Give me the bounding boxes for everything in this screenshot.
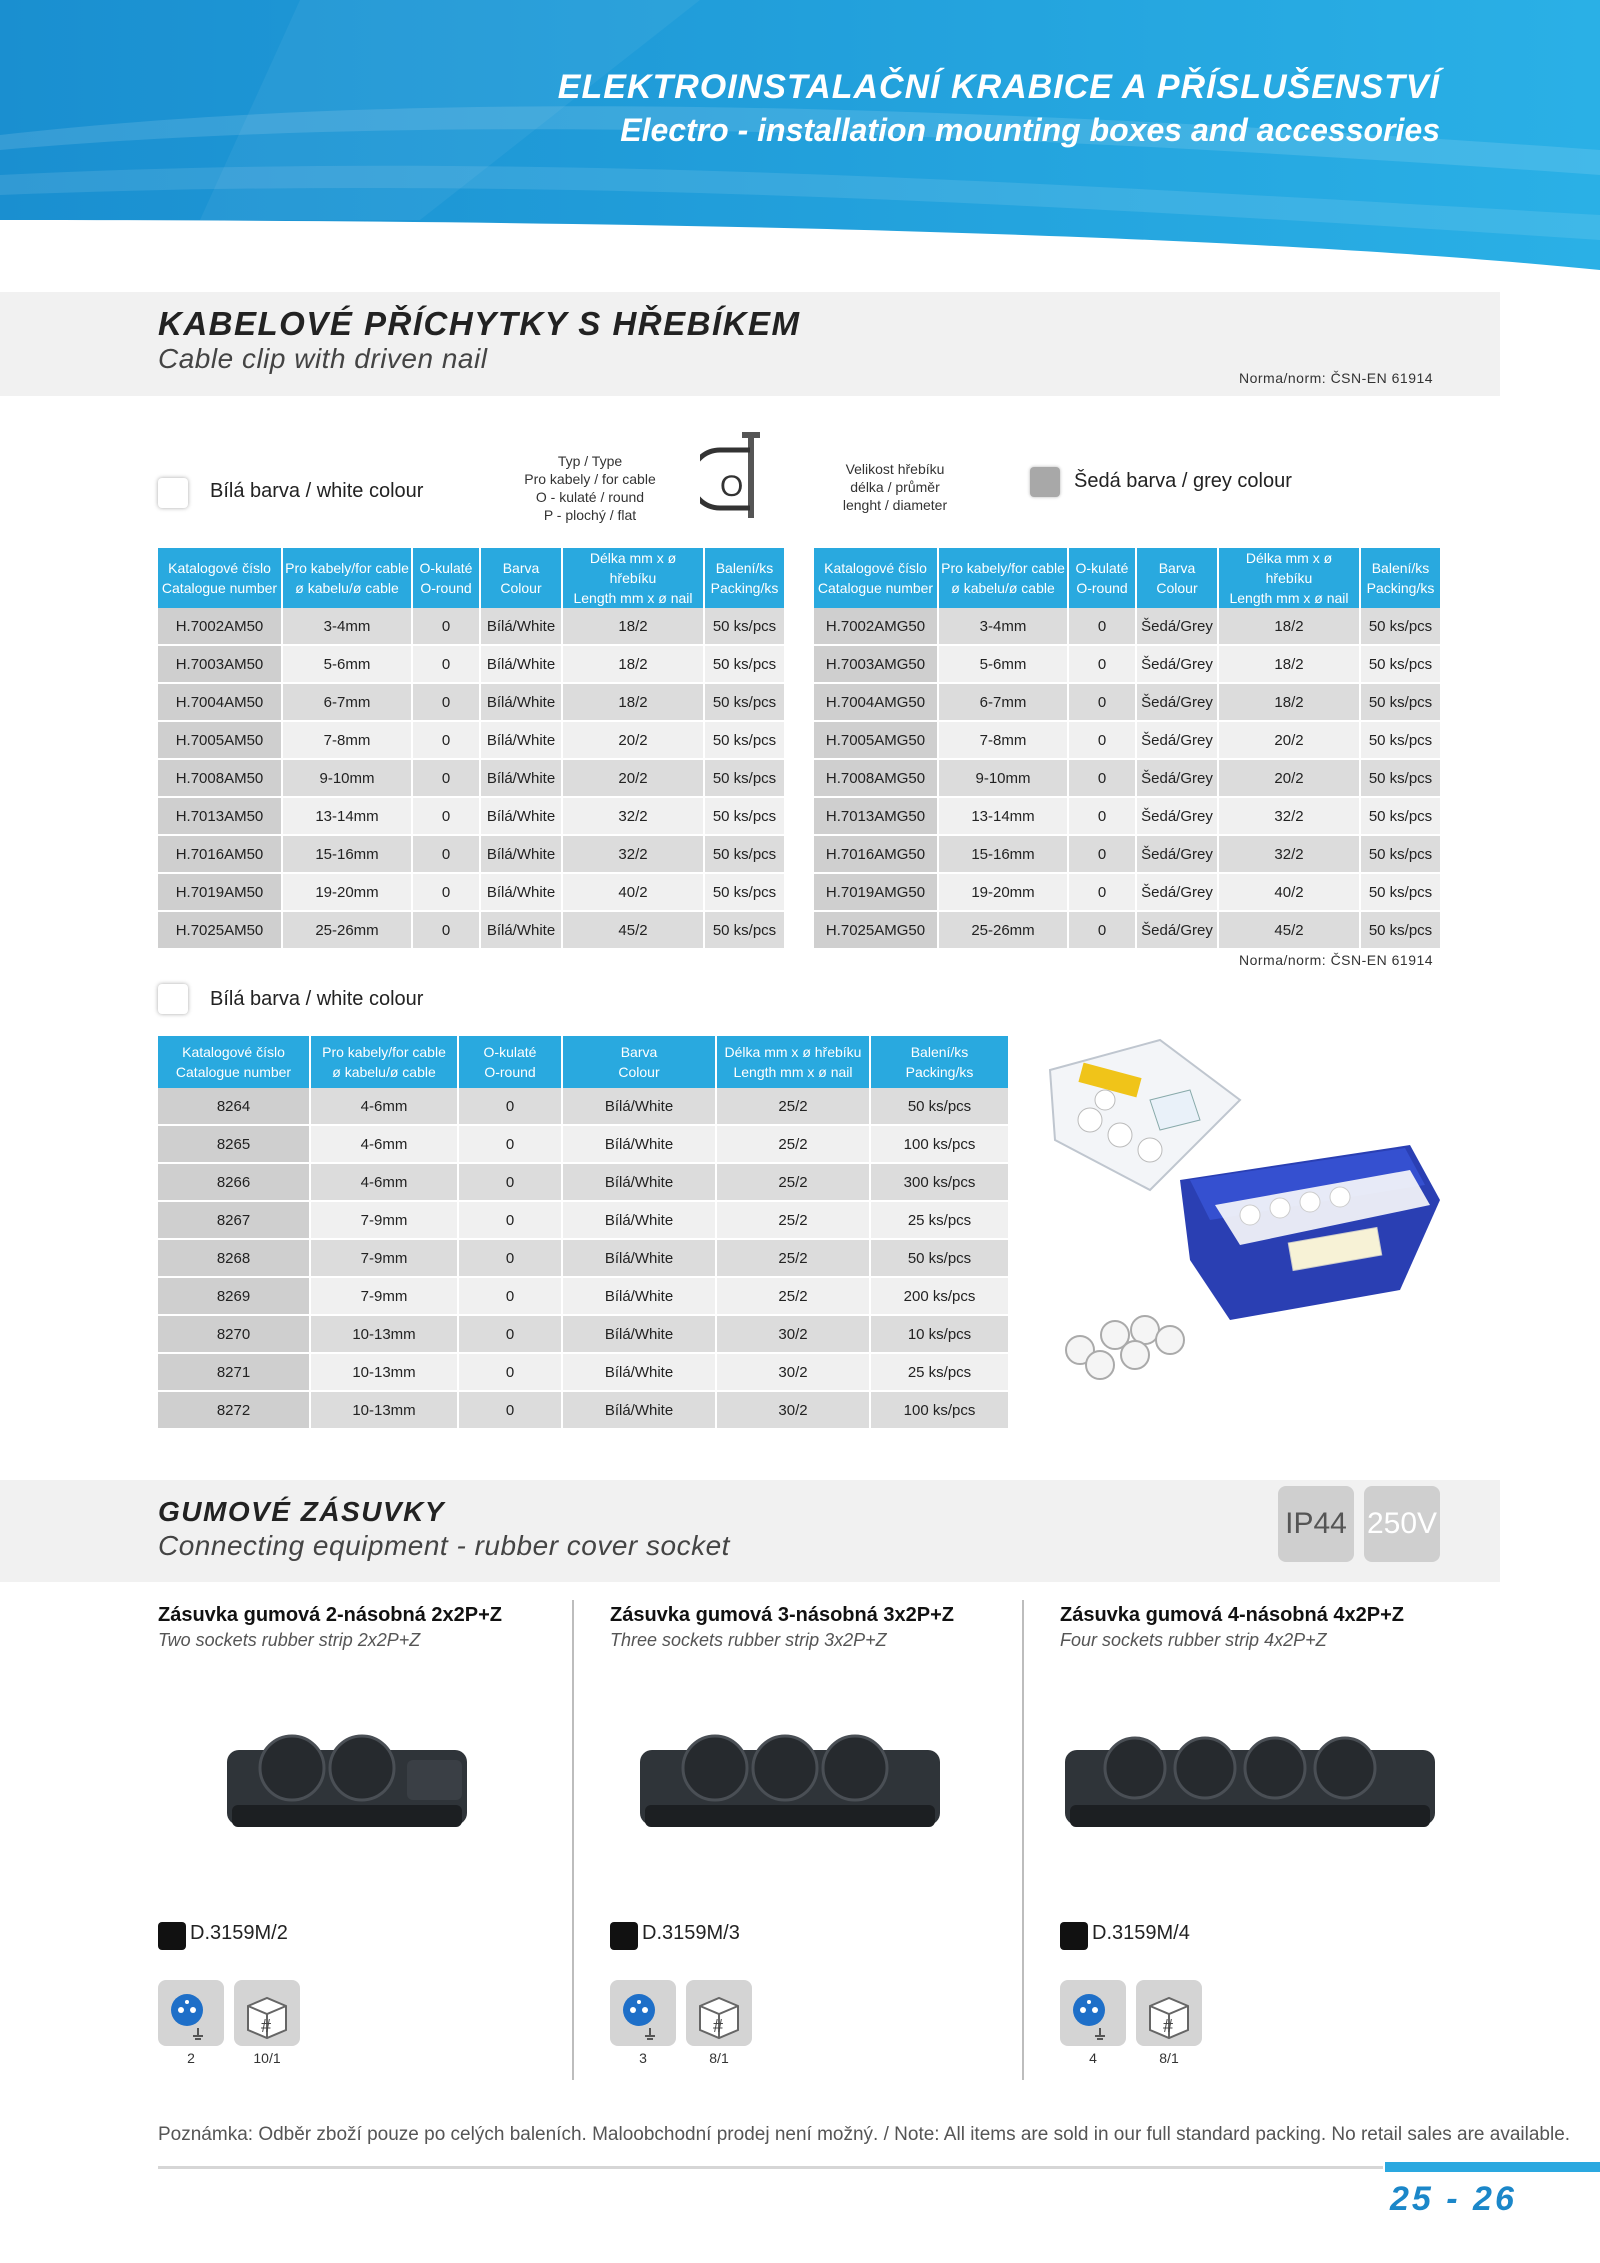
type-legend-line: Typ / Type (557, 453, 623, 469)
table-cell: 18/2 (562, 608, 704, 645)
table-cell: 0 (458, 1391, 562, 1429)
nail-legend-line: délka / průměr (850, 479, 940, 495)
table-cell: H.7002AMG50 (814, 608, 938, 645)
table-cell: Šedá/Grey (1136, 835, 1218, 873)
table-cell: 0 (412, 911, 480, 949)
table-cell: H.7025AM50 (158, 911, 282, 949)
table-cell: H.7008AMG50 (814, 759, 938, 797)
footer-divider (158, 2166, 1383, 2169)
cable-clip-package-photo (1040, 1030, 1450, 1400)
table-cell: 0 (412, 608, 480, 645)
header-title-cz: ELEKTROINSTALAČNÍ KRABICE A PŘÍSLUŠENSTVÍ (557, 68, 1440, 106)
table-row (158, 911, 784, 949)
table-cell: 0 (458, 1163, 562, 1201)
table-cell: Šedá/Grey (1136, 797, 1218, 835)
table-cell: 32/2 (1218, 797, 1360, 835)
type-legend-line: O - kulaté / round (535, 489, 645, 505)
socket-count-value: 4 (1089, 2050, 1097, 2066)
table-cell: Bílá/White (480, 797, 562, 835)
table-cell: 100 ks/pcs (870, 1391, 1008, 1429)
table-row (158, 1277, 1008, 1315)
table-cell: Šedá/Grey (1136, 759, 1218, 797)
table-cell: H.7013AM50 (158, 797, 282, 835)
table-cell: H.7016AM50 (158, 835, 282, 873)
table-cell: 30/2 (716, 1391, 870, 1429)
table-cell: 50 ks/pcs (1360, 721, 1440, 759)
table-cell: 50 ks/pcs (704, 645, 784, 683)
table-cell: Bílá/White (562, 1201, 716, 1239)
type-legend (500, 452, 680, 524)
black-colour-swatch (610, 1922, 638, 1950)
table-cell: 0 (1068, 608, 1136, 645)
table-cell: H.7002AM50 (158, 608, 282, 645)
table-cell: H.7019AM50 (158, 873, 282, 911)
white-colour-label: Bílá barva / white colour (210, 480, 424, 502)
product-code: D.3159M/2 (190, 1922, 288, 1944)
th-catalogue: Katalogové číslo Catalogue number (814, 548, 938, 608)
nail-legend-line: Velikost hřebíku (845, 461, 945, 477)
svg-text:#: # (713, 2016, 724, 2036)
table-cell: 0 (458, 1353, 562, 1391)
table-header-row (158, 1036, 1008, 1088)
table-cell: 25 ks/pcs (870, 1201, 1008, 1239)
table-cell: 13-14mm (938, 797, 1068, 835)
th-packing: Balení/ks Packing/ks (1360, 548, 1440, 608)
table-row (158, 1315, 1008, 1353)
section2-title: GUMOVÉ ZÁSUVKY (158, 1496, 446, 1527)
table-cell: Bílá/White (480, 759, 562, 797)
table-cell: H.7016AMG50 (814, 835, 938, 873)
table-header-row (814, 548, 1440, 608)
table-row (158, 721, 784, 759)
table-row (158, 797, 784, 835)
table-cell: 100 ks/pcs (870, 1125, 1008, 1163)
table-cell: 50 ks/pcs (1360, 645, 1440, 683)
table-cell: 50 ks/pcs (704, 683, 784, 721)
black-colour-swatch (158, 1922, 186, 1950)
table-cell: 32/2 (562, 797, 704, 835)
table-cell: 6-7mm (282, 683, 412, 721)
table-cell: 5-6mm (938, 645, 1068, 683)
table-row (814, 835, 1440, 873)
table-cell: 0 (1068, 797, 1136, 835)
table-cell: 18/2 (1218, 608, 1360, 645)
section1-title: KABELOVÉ PŘÍCHYTKY S HŘEBÍKEM (158, 305, 801, 342)
table-row (158, 1201, 1008, 1239)
table-cell: 25/2 (716, 1125, 870, 1163)
column-divider (1022, 1600, 1024, 2080)
table-row (814, 721, 1440, 759)
table-cell: 13-14mm (282, 797, 412, 835)
table-row (814, 645, 1440, 683)
socket-count-value: 2 (187, 2050, 195, 2066)
table-cell: Bílá/White (562, 1391, 716, 1429)
table-cell: 7-9mm (310, 1239, 458, 1277)
table-cell: 8267 (158, 1201, 310, 1239)
table-cell: 7-8mm (282, 721, 412, 759)
table-cell: Bílá/White (480, 873, 562, 911)
table-cell: Bílá/White (562, 1088, 716, 1125)
table-row (158, 645, 784, 683)
nail-legend (820, 460, 970, 514)
packing-box-icon (686, 1980, 752, 2046)
table-row (158, 873, 784, 911)
table-cell: 50 ks/pcs (1360, 683, 1440, 721)
table-cell: 0 (1068, 835, 1136, 873)
table-cell: 25/2 (716, 1239, 870, 1277)
th-length: Délka mm x ø hřebíku Length mm x ø nail (1218, 548, 1360, 608)
grey-colour-label: Šedá barva / grey colour (1074, 470, 1292, 492)
table-cell: 8268 (158, 1239, 310, 1277)
th-catalogue: Katalogové číslo Catalogue number (158, 548, 282, 608)
table-cell: 18/2 (562, 645, 704, 683)
grey-colour-swatch (1030, 467, 1060, 497)
table-row (814, 759, 1440, 797)
th-cable: Pro kabely/for cable ø kabelu/ø cable (938, 548, 1068, 608)
table-cell: 20/2 (1218, 721, 1360, 759)
section1-subtitle: Cable clip with driven nail (158, 343, 488, 374)
table-cell: Bílá/White (562, 1125, 716, 1163)
table-row (158, 608, 784, 645)
packing-value: 8/1 (709, 2050, 729, 2066)
table-row (158, 1391, 1008, 1429)
table-cell: Bílá/White (480, 911, 562, 949)
table-row (814, 873, 1440, 911)
table-cell: 30/2 (716, 1315, 870, 1353)
table-cell: Bílá/White (562, 1353, 716, 1391)
table-cell: Šedá/Grey (1136, 873, 1218, 911)
th-cable: Pro kabely/for cable ø kabelu/ø cable (310, 1036, 458, 1088)
table-cell: 50 ks/pcs (1360, 835, 1440, 873)
table-cell: 40/2 (1218, 873, 1360, 911)
socket-count-icon (158, 1980, 224, 2046)
table-row (814, 683, 1440, 721)
table-cell: 45/2 (1218, 911, 1360, 949)
table-cell: 10-13mm (310, 1353, 458, 1391)
table-cell: 0 (458, 1277, 562, 1315)
table-header-row (158, 548, 784, 608)
table-cell: 25-26mm (938, 911, 1068, 949)
table-cell: 10 ks/pcs (870, 1315, 1008, 1353)
table-cell: H.7004AMG50 (814, 683, 938, 721)
th-length: Délka mm x ø hřebíku Length mm x ø nail (562, 548, 704, 608)
table-cell: 8271 (158, 1353, 310, 1391)
table-cell: 6-7mm (938, 683, 1068, 721)
white-colour-swatch (158, 478, 188, 508)
table-cell: 0 (458, 1125, 562, 1163)
norm-label-2: Norma/norm: ČSN-EN 61914 (1239, 952, 1434, 968)
footer-accent-bar (1385, 2162, 1600, 2172)
table-cell: Šedá/Grey (1136, 683, 1218, 721)
table-cell: 5-6mm (282, 645, 412, 683)
table-cell: 50 ks/pcs (1360, 608, 1440, 645)
table-cell: 7-8mm (938, 721, 1068, 759)
table-cell: 50 ks/pcs (1360, 797, 1440, 835)
table-row (158, 1353, 1008, 1391)
table-cell: 0 (458, 1315, 562, 1353)
table-cell: H.7025AMG50 (814, 911, 938, 949)
table-cell: 15-16mm (938, 835, 1068, 873)
norm-label: Norma/norm: ČSN-EN 61914 (1239, 370, 1434, 386)
product-subtitle: Three sockets rubber strip 3x2P+Z (610, 1630, 887, 1650)
footer-note: Poznámka: Odběr zboží pouze po celých baleních. Maloobchodní prodej není možný. / Note: All items are sold in our full standard packing. No retail sales are available. (158, 2124, 1571, 2145)
table-cell: Bílá/White (480, 721, 562, 759)
table-cell: 32/2 (562, 835, 704, 873)
table-cell: 9-10mm (938, 759, 1068, 797)
table-cell: 8272 (158, 1391, 310, 1429)
table-cell: 8270 (158, 1315, 310, 1353)
table-row (814, 608, 1440, 645)
grey-clip-table (814, 548, 1440, 950)
table-cell: Bílá/White (562, 1239, 716, 1277)
table-cell: 3-4mm (938, 608, 1068, 645)
table-row (814, 911, 1440, 949)
table-cell: Šedá/Grey (1136, 608, 1218, 645)
table-cell: Šedá/Grey (1136, 721, 1218, 759)
table-cell: 0 (412, 683, 480, 721)
table-cell: 50 ks/pcs (704, 873, 784, 911)
table-cell: Bílá/White (480, 608, 562, 645)
table-cell: 50 ks/pcs (704, 759, 784, 797)
table-cell: 50 ks/pcs (704, 911, 784, 949)
th-colour: Barva Colour (1136, 548, 1218, 608)
table-cell: H.7003AMG50 (814, 645, 938, 683)
table-cell: 3-4mm (282, 608, 412, 645)
product-title: Zásuvka gumová 4-násobná 4x2P+Z (1060, 1604, 1405, 1626)
table-cell: 10-13mm (310, 1391, 458, 1429)
nail-legend-line: lenght / diameter (842, 497, 948, 513)
product-subtitle: Two sockets rubber strip 2x2P+Z (158, 1630, 421, 1650)
table-cell: 0 (412, 645, 480, 683)
type-legend-line: P - plochý / flat (543, 507, 637, 523)
table-cell: Bílá/White (562, 1163, 716, 1201)
table-cell: 19-20mm (938, 873, 1068, 911)
table-cell: 200 ks/pcs (870, 1277, 1008, 1315)
product-code: D.3159M/4 (1092, 1922, 1190, 1944)
table-cell: H.7008AM50 (158, 759, 282, 797)
th-catalogue: Katalogové číslo Catalogue number (158, 1036, 310, 1088)
white-clip-table (158, 548, 784, 950)
cable-clip-icon (700, 430, 770, 520)
table-cell: Bílá/White (562, 1315, 716, 1353)
white-colour-swatch-2 (158, 984, 188, 1014)
table-cell: 40/2 (562, 873, 704, 911)
table-cell: Bílá/White (562, 1277, 716, 1315)
th-round: O-kulaté O-round (412, 548, 480, 608)
table-cell: 300 ks/pcs (870, 1163, 1008, 1201)
table-cell: 50 ks/pcs (870, 1239, 1008, 1277)
column-divider (572, 1600, 574, 2080)
table-row (158, 1088, 1008, 1125)
table-cell: 0 (412, 759, 480, 797)
socket-count-value: 3 (639, 2050, 647, 2066)
table-cell: 50 ks/pcs (704, 797, 784, 835)
table-cell: 8269 (158, 1277, 310, 1315)
table-cell: 4-6mm (310, 1163, 458, 1201)
table-row (158, 759, 784, 797)
white-clip-table-2 (158, 1036, 1008, 1430)
table-cell: 4-6mm (310, 1125, 458, 1163)
th-round: O-kulaté O-round (458, 1036, 562, 1088)
type-symbol: O (720, 470, 744, 503)
table-cell: 50 ks/pcs (1360, 911, 1440, 949)
th-colour: Barva Colour (480, 548, 562, 608)
table-cell: H.7004AM50 (158, 683, 282, 721)
table-cell: 30/2 (716, 1353, 870, 1391)
table-cell: 18/2 (1218, 645, 1360, 683)
table-cell: 0 (458, 1088, 562, 1125)
table-cell: 20/2 (562, 759, 704, 797)
table-row (158, 683, 784, 721)
table-cell: Bílá/White (480, 645, 562, 683)
table-cell: H.7019AMG50 (814, 873, 938, 911)
table-cell: 50 ks/pcs (704, 835, 784, 873)
table-cell: H.7013AMG50 (814, 797, 938, 835)
table-cell: 0 (1068, 759, 1136, 797)
table-cell: 0 (1068, 873, 1136, 911)
table-cell: 50 ks/pcs (704, 721, 784, 759)
th-packing: Balení/ks Packing/ks (870, 1036, 1008, 1088)
svg-text:#: # (1163, 2016, 1174, 2036)
type-legend-line: Pro kabely / for cable (524, 471, 656, 487)
table-cell: 0 (458, 1201, 562, 1239)
socket-strip-3-photo (635, 1720, 945, 1840)
table-cell: 20/2 (1218, 759, 1360, 797)
svg-text:#: # (261, 2016, 272, 2036)
ip44-badge: IP44 (1278, 1486, 1354, 1562)
table-cell: 7-9mm (310, 1201, 458, 1239)
table-cell: 4-6mm (310, 1088, 458, 1125)
table-cell: 0 (412, 873, 480, 911)
table-cell: 10-13mm (310, 1315, 458, 1353)
socket-strip-2-photo (222, 1720, 472, 1840)
socket-count-icon (610, 1980, 676, 2046)
table-cell: 20/2 (562, 721, 704, 759)
table-cell: 50 ks/pcs (870, 1088, 1008, 1125)
table-cell: 50 ks/pcs (1360, 873, 1440, 911)
product-title: Zásuvka gumová 2-násobná 2x2P+Z (158, 1604, 503, 1626)
socket-count-icon (1060, 1980, 1126, 2046)
table-row (814, 797, 1440, 835)
table-cell: 0 (412, 835, 480, 873)
packing-value: 10/1 (253, 2050, 281, 2066)
table-cell: 19-20mm (282, 873, 412, 911)
section2-subtitle: Connecting equipment - rubber cover socket (158, 1530, 730, 1561)
table-cell: 8265 (158, 1125, 310, 1163)
table-cell: Šedá/Grey (1136, 645, 1218, 683)
table-cell: 8266 (158, 1163, 310, 1201)
header-title-en: Electro - installation mounting boxes and accessories (620, 112, 1440, 148)
page-numbers: 25 - 26 (1390, 2180, 1517, 2218)
th-length: Délka mm x ø hřebíku Length mm x ø nail (716, 1036, 870, 1088)
table-cell: 25/2 (716, 1277, 870, 1315)
table-cell: 50 ks/pcs (1360, 759, 1440, 797)
table-cell: 0 (412, 721, 480, 759)
th-colour: Barva Colour (562, 1036, 716, 1088)
table-cell: Bílá/White (480, 683, 562, 721)
packing-value: 8/1 (1159, 2050, 1179, 2066)
table-cell: 18/2 (1218, 683, 1360, 721)
product-code: D.3159M/3 (642, 1922, 740, 1944)
table-cell: 25/2 (716, 1201, 870, 1239)
table-cell: H.7003AM50 (158, 645, 282, 683)
table-cell: H.7005AMG50 (814, 721, 938, 759)
table-cell: 0 (458, 1239, 562, 1277)
table-cell: 7-9mm (310, 1277, 458, 1315)
table-row (158, 835, 784, 873)
table-cell: 0 (1068, 645, 1136, 683)
table-cell: Šedá/Grey (1136, 911, 1218, 949)
table-cell: 15-16mm (282, 835, 412, 873)
white-colour-label-2: Bílá barva / white colour (210, 988, 424, 1010)
table-cell: 0 (1068, 683, 1136, 721)
black-colour-swatch (1060, 1922, 1088, 1950)
table-row (158, 1163, 1008, 1201)
table-cell: 32/2 (1218, 835, 1360, 873)
table-cell: 25 ks/pcs (870, 1353, 1008, 1391)
table-cell: 0 (1068, 911, 1136, 949)
table-cell: 8264 (158, 1088, 310, 1125)
table-cell: 25-26mm (282, 911, 412, 949)
th-round: O-kulaté O-round (1068, 548, 1136, 608)
table-cell: 25/2 (716, 1088, 870, 1125)
packing-box-icon (234, 1980, 300, 2046)
socket-strip-4-photo (1060, 1720, 1440, 1840)
table-row (158, 1125, 1008, 1163)
table-cell: 9-10mm (282, 759, 412, 797)
table-cell: 25/2 (716, 1163, 870, 1201)
th-packing: Balení/ks Packing/ks (704, 548, 784, 608)
product-title: Zásuvka gumová 3-násobná 3x2P+Z (610, 1604, 955, 1626)
table-row (158, 1239, 1008, 1277)
table-cell: H.7005AM50 (158, 721, 282, 759)
table-cell: 0 (1068, 721, 1136, 759)
table-cell: 0 (412, 797, 480, 835)
table-cell: 18/2 (562, 683, 704, 721)
voltage-badge: 250V (1364, 1486, 1440, 1562)
table-cell: 50 ks/pcs (704, 608, 784, 645)
th-cable: Pro kabely/for cable ø kabelu/ø cable (282, 548, 412, 608)
table-cell: Bílá/White (480, 835, 562, 873)
product-subtitle: Four sockets rubber strip 4x2P+Z (1060, 1630, 1327, 1650)
packing-box-icon (1136, 1980, 1202, 2046)
table-cell: 45/2 (562, 911, 704, 949)
